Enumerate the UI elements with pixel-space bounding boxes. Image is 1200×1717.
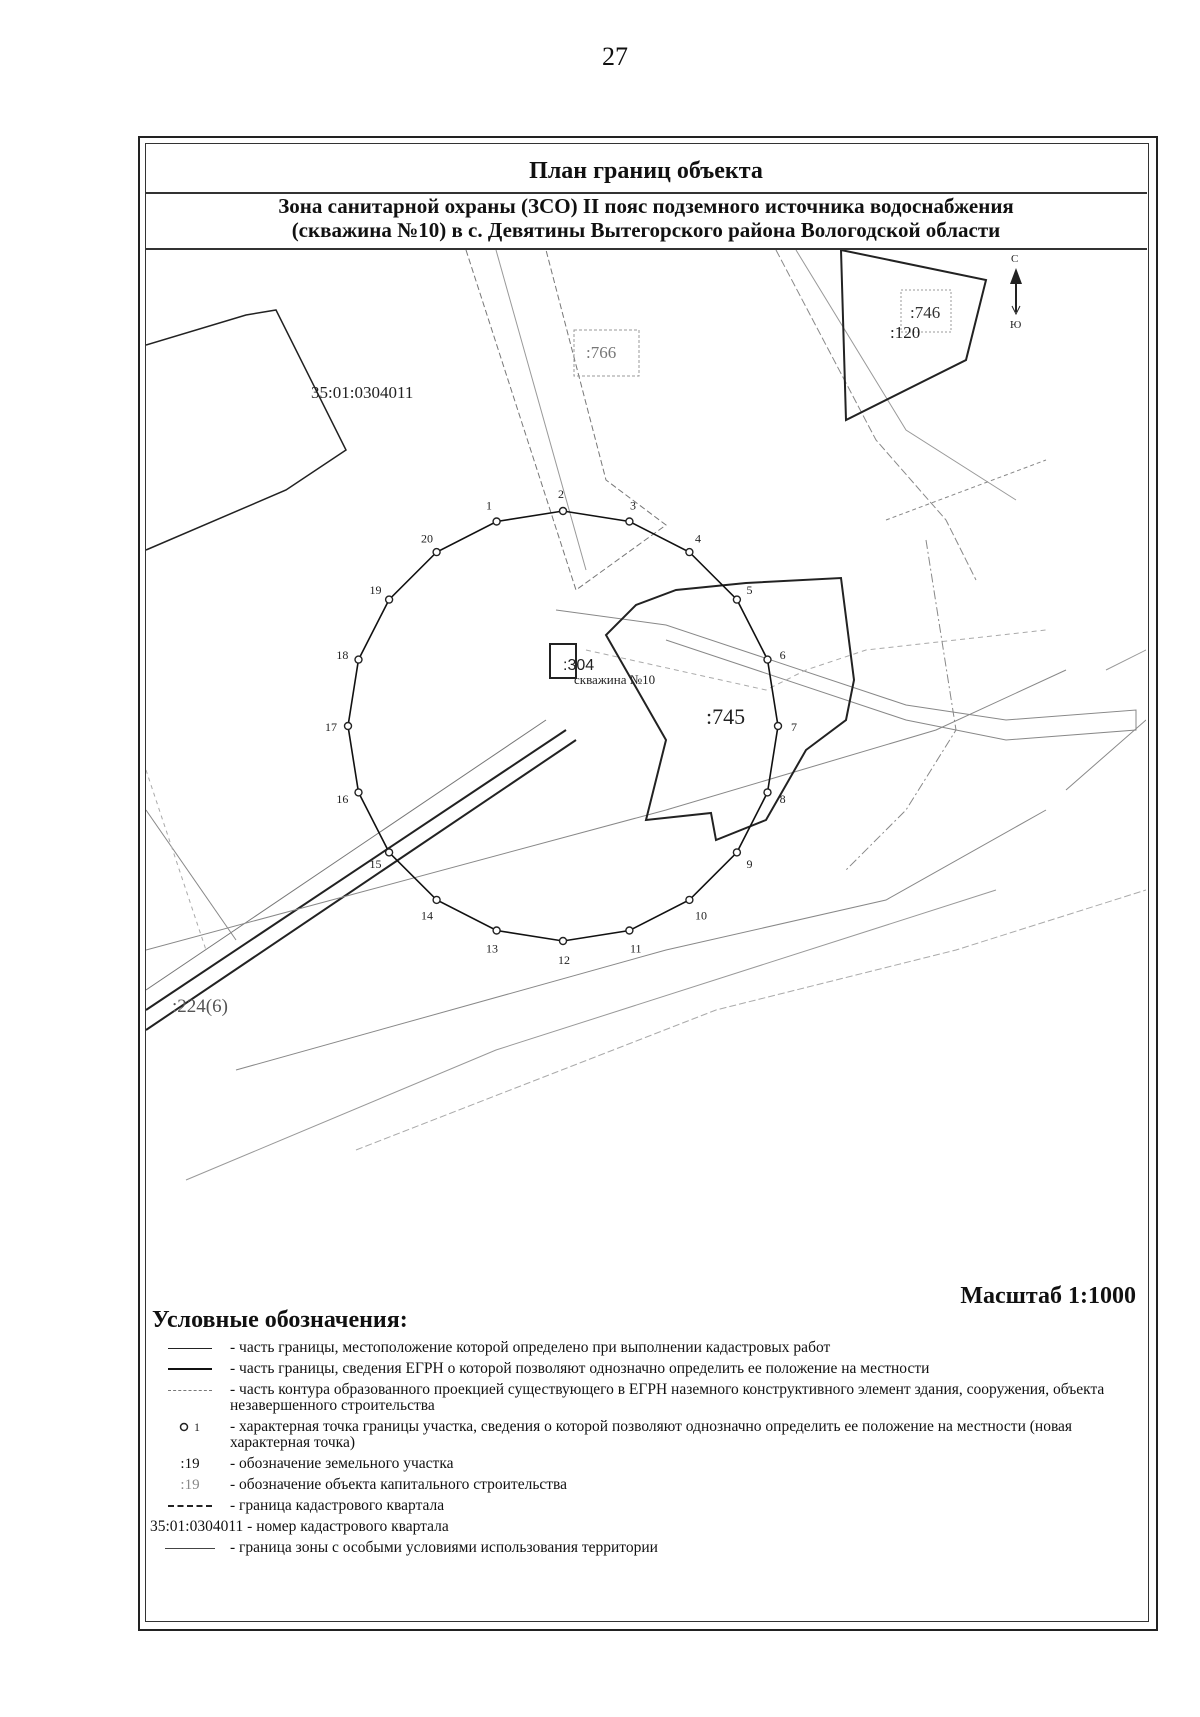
zone-point-marker (560, 508, 567, 515)
zone-point-label: 11 (630, 941, 642, 956)
zone-point-marker (386, 849, 393, 856)
parcel-224-label: :224(6) (172, 996, 228, 1017)
contour-line-7 (1066, 720, 1146, 790)
plan-subtitle (145, 194, 1147, 250)
zone-point-marker (493, 518, 500, 525)
road-line-3 (796, 250, 1019, 500)
zone-point-marker (433, 549, 440, 556)
parcel-304-label: :304 (563, 657, 595, 674)
zone-point-label: 2 (558, 487, 564, 501)
zone-point-marker (345, 723, 352, 730)
legend-item-egrn-boundary (150, 1361, 1140, 1377)
zone-point-marker (433, 896, 440, 903)
subtitle-line-2: (скважина №10) в с. Девятины Вытегорского района Вологодской области (291, 218, 1001, 242)
zone-point-label: 20 (421, 531, 433, 546)
legend-symbol-parcel (150, 1456, 230, 1472)
zone-point-marker (626, 927, 633, 934)
building-outline-left (146, 310, 346, 550)
parcel-745-label: :745 (706, 704, 746, 729)
zone-point-label: 15 (369, 857, 382, 871)
zone-point-marker (493, 927, 500, 934)
south-label: Ю (1010, 319, 1022, 331)
zone-point-label: 5 (746, 583, 753, 597)
zone-point-label: 19 (369, 583, 382, 597)
well-label: скважина №10 (574, 672, 656, 687)
zone-point-marker (764, 789, 771, 796)
zone-point-label: 16 (336, 792, 349, 806)
quarter-boundary-1 (886, 460, 1046, 520)
road-outline-top (466, 250, 666, 590)
legend-symbol-zone-line (150, 1540, 230, 1556)
building-766-label: :766 (586, 343, 617, 362)
legend-symbol-bold-line (150, 1361, 230, 1377)
contour-line-4 (356, 890, 1146, 1150)
north-arrow-icon (1010, 253, 1022, 331)
legend-item-quarter-number (150, 1519, 1140, 1535)
zone-point-marker (355, 656, 362, 663)
scale-label: Масштаб 1:1000 (960, 1283, 1136, 1309)
legend-item-parcel (150, 1456, 1140, 1472)
road-line-1 (496, 250, 586, 570)
north-label: С (1011, 253, 1019, 265)
page-number: 27 (602, 42, 628, 71)
legend-item-quarter-boundary (150, 1498, 1140, 1514)
contour-line-6 (146, 770, 206, 950)
parcel-746-label: :746 (910, 303, 941, 322)
zone-point-label: 13 (486, 941, 498, 956)
road-line-2 (776, 250, 976, 580)
legend-text: - часть контура образованного проекцией существующего в ЕГРН наземного конструктивного элемент здания, сооружения, объекта незавершенного строительства (230, 1381, 1105, 1414)
road-main-2 (146, 740, 576, 1030)
legend-text: - обозначение земельного участка (230, 1455, 454, 1472)
zone-point-marker (355, 789, 362, 796)
zone-point-marker (686, 896, 693, 903)
zone-point-label: 1 (486, 498, 492, 513)
cadastral-map (146, 250, 1146, 1280)
zone-point-label: 4 (695, 531, 701, 546)
legend-symbol-long-dash (150, 1498, 230, 1514)
zone-point-label: 9 (746, 857, 753, 871)
zone-point-marker (626, 518, 633, 525)
legend-item-cadastral-boundary (150, 1340, 1140, 1356)
contour-line-1 (146, 670, 1066, 950)
point-marker-icon (170, 1419, 210, 1435)
legend-symbol-dashed-line (150, 1382, 230, 1398)
zone-point-label: 18 (336, 648, 349, 662)
zone-point-label: 8 (779, 792, 786, 806)
legend-item-zone-boundary (150, 1540, 1140, 1556)
legend-point-symbol-label: 1 (194, 1420, 200, 1434)
legend-text: - граница кадастрового квартала (230, 1497, 445, 1514)
zone-point-label: 3 (630, 498, 636, 513)
contour-line-3 (186, 890, 996, 1180)
legend-item-point (150, 1419, 1140, 1451)
legend (150, 1340, 1140, 1561)
legend-symbol-capital-object (150, 1477, 230, 1493)
legend-text: - граница зоны с особыми условиями использования территории (230, 1539, 658, 1556)
legend-text: - часть границы, местоположение которой определено при выполнении кадастровых работ (230, 1339, 831, 1356)
zone-point-label: 12 (558, 953, 570, 967)
contour-line-2 (236, 810, 1046, 1070)
legend-title: Условные обозначения: (152, 1307, 408, 1333)
legend-symbol-thin-line (150, 1340, 230, 1356)
zone-point-label: 7 (791, 720, 797, 734)
contour-line-5 (146, 810, 236, 940)
zone-point-marker (775, 723, 782, 730)
legend-text: - характерная точка границы участка, сведения о которой позволяют однозначно определить ее положение на местности (новая характерная точка) (230, 1418, 1073, 1451)
road-line-4 (1106, 650, 1146, 670)
zone-point-label: 6 (779, 648, 786, 662)
legend-text: - номер кадастрового квартала (247, 1518, 449, 1535)
legend-symbol-point (150, 1419, 230, 1435)
plan-title: План границ объекта (145, 150, 1147, 194)
legend-text: - обозначение объекта капитального строительства (230, 1476, 568, 1493)
zone-point-marker (733, 596, 740, 603)
zone-point-label: 10 (695, 908, 707, 923)
zone-point-marker (764, 656, 771, 663)
subtitle-line-1: Зона санитарной охраны (ЗСО) II пояс подземного источника водоснабжения (278, 194, 1014, 218)
legend-item-building-contour (150, 1382, 1140, 1414)
zone-point-marker (386, 596, 393, 603)
legend-quarter-symbol-label: 35:01:0304011 (150, 1518, 244, 1535)
zone-point-label: 17 (325, 720, 337, 734)
legend-text: - часть границы, сведения ЕГРН о которой позволяют однозначно определить ее положение на местности (230, 1360, 930, 1377)
zone-point-marker (686, 549, 693, 556)
zone-point-marker (733, 849, 740, 856)
parcel-120-label: :120 (890, 323, 921, 342)
legend-item-capital-object (150, 1477, 1140, 1493)
cadastral-quarter-label: 35:01:0304011 (311, 383, 414, 402)
legend-object-symbol-label: :19 (180, 1477, 200, 1493)
legend-parcel-symbol-label: :19 (180, 1456, 200, 1472)
zone-point-label: 14 (421, 908, 433, 923)
zone-point-marker (560, 938, 567, 945)
